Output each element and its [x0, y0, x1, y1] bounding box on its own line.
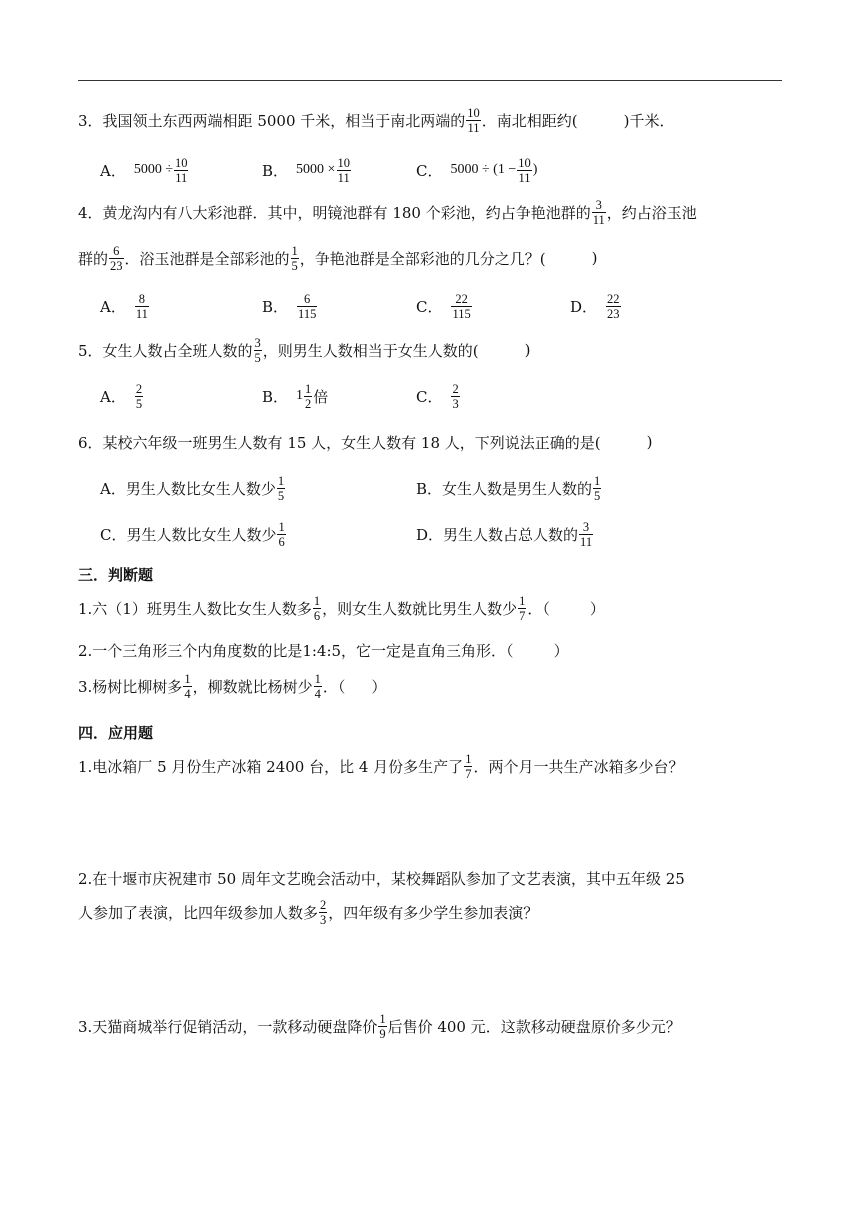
fraction: $\frac{6}{23}$ — [110, 243, 123, 273]
judgment-1: 1.六（1）班男生人数比女生人数多 $\frac{1}{6}$ ，则女生人数就比男生人数少 $\frac{1}{7}$ ．（ ） — [78, 593, 605, 623]
problem-2-line-2: 人参加了表演，比四年级参加人数多 $\frac{2}{3}$ ，四年级有多少学生参加表演？ — [78, 897, 539, 927]
option-c[interactable]: C．男生人数比女生人数少 $\frac{1}{6}$ — [100, 519, 285, 549]
question-6: 6．某校六年级一班男生人数有 15 人，女生人数有 18 人，下列说法正确的是( ) — [78, 433, 653, 452]
question-3-text: 3．我国领土东西两端相距 5000 千米，相当于南北两端的 — [78, 111, 466, 130]
question-3-text: ．南北相距约( — [481, 111, 578, 130]
option-d[interactable]: D． $\frac{22}{23}$ — [570, 291, 620, 321]
fraction: $\frac{1}{5}$ — [291, 243, 298, 273]
section-title: 四．应用题 — [78, 724, 154, 742]
fraction: $\frac{10}{11}$ — [467, 105, 480, 135]
option-a[interactable]: A．男生人数比女生人数少 $\frac{1}{5}$ — [100, 473, 285, 503]
option-b[interactable]: B． $\frac{6}{115}$ — [262, 291, 317, 321]
problem-3: 3.天猫商城举行促销活动，一款移动硬盘降价 $\frac{1}{9}$ 后售价 400 元．这款移动硬盘原价多少元？ — [78, 1011, 681, 1041]
option-c[interactable]: C． $\frac{2}{3}$ — [416, 381, 459, 411]
problem-1: 1.电冰箱厂 5 月份生产冰箱 2400 台，比 4 月份多生产了 $\frac{1}{7}$ ．两个月一共生产冰箱多少台？ — [78, 751, 684, 781]
option-a[interactable]: A． 5000 ÷ $\frac{10}{11}$ — [100, 155, 188, 185]
option-c[interactable]: C． 5000 ÷ (1 − $\frac{10}{11}$ ) — [416, 155, 538, 185]
option-d[interactable]: D．男生人数占总人数的 $\frac{3}{11}$ — [416, 519, 593, 549]
option-a[interactable]: A． $\frac{8}{11}$ — [100, 291, 148, 321]
question-4: 4．黄龙沟内有八大彩池群．其中，明镜池群有 180 个彩池，约占争艳池群的 $\frac{3}{11}$ ，约占浴玉池 — [78, 197, 697, 227]
fraction: $\frac{3}{11}$ — [592, 197, 605, 227]
question-4-line-2: 群的 $\frac{6}{23}$ ．浴玉池群是全部彩池的 $\frac{1}{5}$ ，争艳池群是全部彩池的几分之几？( ) — [78, 243, 598, 273]
fraction: $\frac{3}{5}$ — [254, 335, 261, 365]
question-5: 5．女生人数占全班人数的 $\frac{3}{5}$ ，则男生人数相当于女生人数的( ) — [78, 335, 531, 365]
question-3 — [78, 98, 674, 142]
judgment-3: 3.杨树比柳树多 $\frac{1}{4}$ ，柳数就比杨树少 $\frac{1}{4}$ ．（ ） — [78, 671, 387, 701]
option-b[interactable]: B． 5000 × $\frac{10}{11}$ — [262, 155, 350, 185]
option-c[interactable]: C． $\frac{22}{115}$ — [416, 291, 471, 321]
section-title: 三．判断题 — [78, 566, 154, 584]
option-b[interactable]: B．女生人数是男生人数的 $\frac{1}{5}$ — [416, 473, 601, 503]
problem-2: 2.在十堰市庆祝建市 50 周年文艺晚会活动中，某校舞蹈队参加了文艺表演，其中五年级 25 — [78, 869, 685, 888]
judgment-2: 2.一个三角形三个内角度数的比是1:4:5，它一定是直角三角形．（ ） — [78, 641, 569, 660]
option-b[interactable]: B． 1 $\frac{1}{2}$ 倍 — [262, 381, 329, 411]
option-a[interactable]: A． $\frac{2}{5}$ — [100, 381, 143, 411]
question-3-text: )千米． — [623, 111, 675, 130]
header-rule — [78, 80, 782, 81]
